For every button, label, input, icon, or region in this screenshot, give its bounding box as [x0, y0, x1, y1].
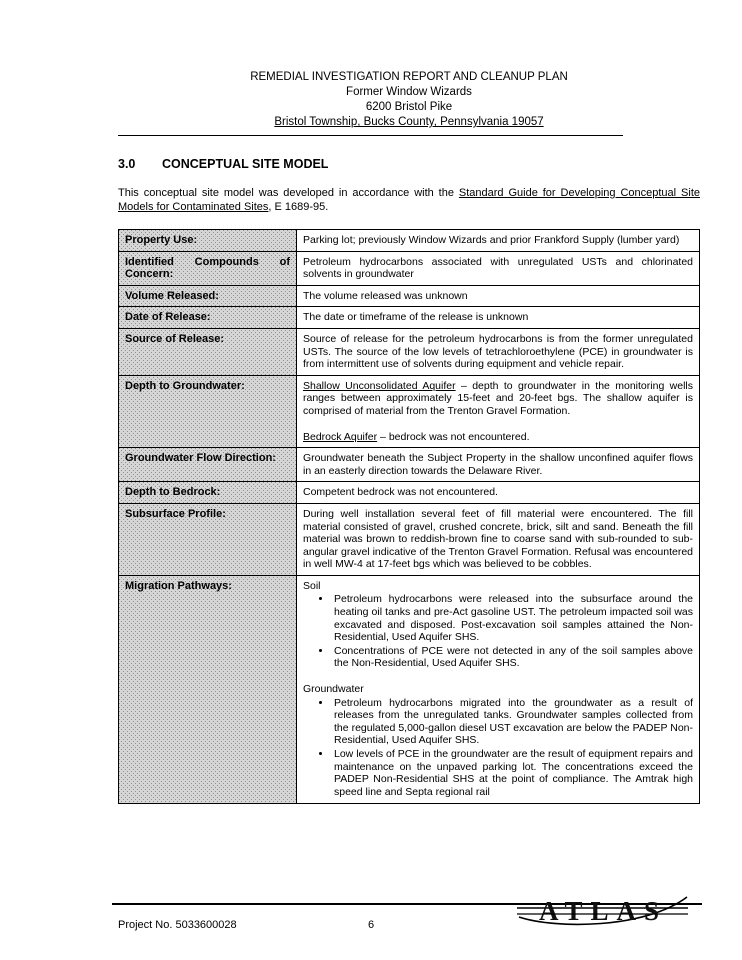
row-label: Migration Pathways:	[119, 575, 297, 804]
site-city-state: Bristol Township, Bucks County, Pennsylvania 19057	[274, 116, 544, 128]
shallow-aquifer-text: – depth to groundwater in the monitoring wells ranges between approximately 15-feet and 20-feet bgs. The shallow aquifer is comprised of material from the Trenton Gravel Formation.	[303, 379, 693, 417]
atlas-logo-graphic	[515, 893, 690, 933]
row-label: Identified Compounds of Concern:	[119, 251, 297, 285]
soil-subheading: Soil	[303, 579, 321, 592]
shallow-aquifer-paragraph	[303, 380, 693, 418]
section-title: CONCEPTUAL SITE MODEL	[162, 157, 329, 171]
section-number: 3.0	[118, 157, 136, 171]
conceptual-site-model-table	[118, 229, 700, 804]
row-label: Property Use:	[119, 230, 297, 252]
atlas-logo	[515, 893, 690, 938]
table-row-depth-to-bedrock	[119, 482, 700, 504]
intro-reference-underlined: Standard Guide for Developing Conceptual Site Models for Contaminated Sites	[118, 187, 700, 213]
soil-bullet: • Concentrations of PCE were not detected in any of the soil samples above the Non-Residential, Used Aquifer SHS.	[332, 645, 693, 670]
table-row-subsurface-profile	[119, 503, 700, 575]
footer-project-number: Project No. 5033600028	[118, 919, 237, 931]
footer-page-number: 6	[367, 919, 375, 931]
header-divider	[118, 135, 623, 136]
row-value: The volume released was unknown	[297, 285, 700, 307]
page-content	[118, 70, 700, 804]
groundwater-bullet-list	[319, 697, 693, 799]
table-row-date-of-release	[119, 307, 700, 329]
table-row-identified-compounds	[119, 251, 700, 285]
table-row-source-of-release	[119, 328, 700, 375]
row-label: Depth to Groundwater:	[119, 375, 297, 447]
soil-bullet: • Petroleum hydrocarbons were released into the subsurface around the heating oil tanks and pre-Act gasoline UST. The petroleum impacted soil was excavated and disposed. Post-excavation soil samples attained the Non-Residential, Used Aquifer SHS.	[332, 593, 693, 643]
row-value: Parking lot; previously Window Wizards and prior Frankford Supply (lumber yard)	[297, 230, 700, 252]
groundwater-subheading: Groundwater	[303, 683, 364, 696]
soil-bullet-list	[319, 593, 693, 670]
table-row-volume-released	[119, 285, 700, 307]
row-label: Subsurface Profile:	[119, 503, 297, 575]
shallow-aquifer-term: Shallow Unconsolidated Aquifer	[303, 379, 456, 392]
row-label: Depth to Bedrock:	[119, 482, 297, 504]
groundwater-bullet: • Petroleum hydrocarbons migrated into the groundwater as a result of releases from the unregulated tanks. Groundwater samples collected from the regulated 5,000-gallon diesel UST excavation are below the PADEP Non-Residential, Used Aquifer SHS.	[332, 697, 693, 747]
row-value	[297, 375, 700, 447]
row-value	[297, 575, 700, 804]
row-label: Volume Released:	[119, 285, 297, 307]
table-row-migration-pathways	[119, 575, 700, 804]
row-value: Competent bedrock was not encountered.	[297, 482, 700, 504]
intro-text-post: , E 1689-95.	[268, 201, 329, 213]
section-heading	[118, 157, 700, 171]
table-row-depth-to-groundwater	[119, 375, 700, 447]
site-name: Former Window Wizards	[346, 86, 472, 98]
row-value: During well installation several feet of fill material were encountered. The fill material consisted of gravel, crushed concrete, brick, silt and sand. Beneath the fill material was brown to reddish-brown fine to coarse sand with sub-rounded to sub-angular gravel indicative of the Trenton Gravel Formation. Refusal was encountered in well MW-4 at 17-feet bgs which was believed to be cobbles.	[297, 503, 700, 575]
bedrock-aquifer-text: – bedrock was not encountered.	[377, 430, 530, 443]
row-label: Groundwater Flow Direction:	[119, 448, 297, 482]
document-header	[118, 70, 700, 130]
atlas-logo-text: ATLAS	[538, 896, 668, 926]
table-row-property-use	[119, 230, 700, 252]
row-value: Petroleum hydrocarbons associated with unregulated USTs and chlorinated solvents in groundwater	[297, 251, 700, 285]
intro-text-pre: This conceptual site model was developed in accordance with the	[118, 187, 459, 199]
table-row-groundwater-flow-direction	[119, 448, 700, 482]
report-title: REMEDIAL INVESTIGATION REPORT AND CLEANUP PLAN	[250, 71, 568, 83]
row-label: Source of Release:	[119, 328, 297, 375]
row-value: Groundwater beneath the Subject Property in the shallow unconfined aquifer flows in an easterly direction towards the Delaware River.	[297, 448, 700, 482]
groundwater-bullet: • Low levels of PCE in the groundwater are the result of equipment repairs and maintenance on the unpaved parking lot. The concentrations exceed the PADEP Non-Residential SHS at the point of compliance. The Amtrak high speed line and Septa regional rail	[332, 748, 693, 798]
bedrock-aquifer-paragraph	[303, 431, 693, 444]
intro-paragraph	[118, 186, 700, 214]
row-value: The date or timeframe of the release is unknown	[297, 307, 700, 329]
bedrock-aquifer-term: Bedrock Aquifer	[303, 430, 378, 443]
row-value: Source of release for the petroleum hydrocarbons is from the former unregulated USTs. The source of the low levels of tetrachloroethylene (PCE) in groundwater is from intermittent use of solvents during equipment and vehicle repair.	[297, 328, 700, 375]
row-label: Date of Release:	[119, 307, 297, 329]
site-address: 6200 Bristol Pike	[365, 101, 453, 113]
